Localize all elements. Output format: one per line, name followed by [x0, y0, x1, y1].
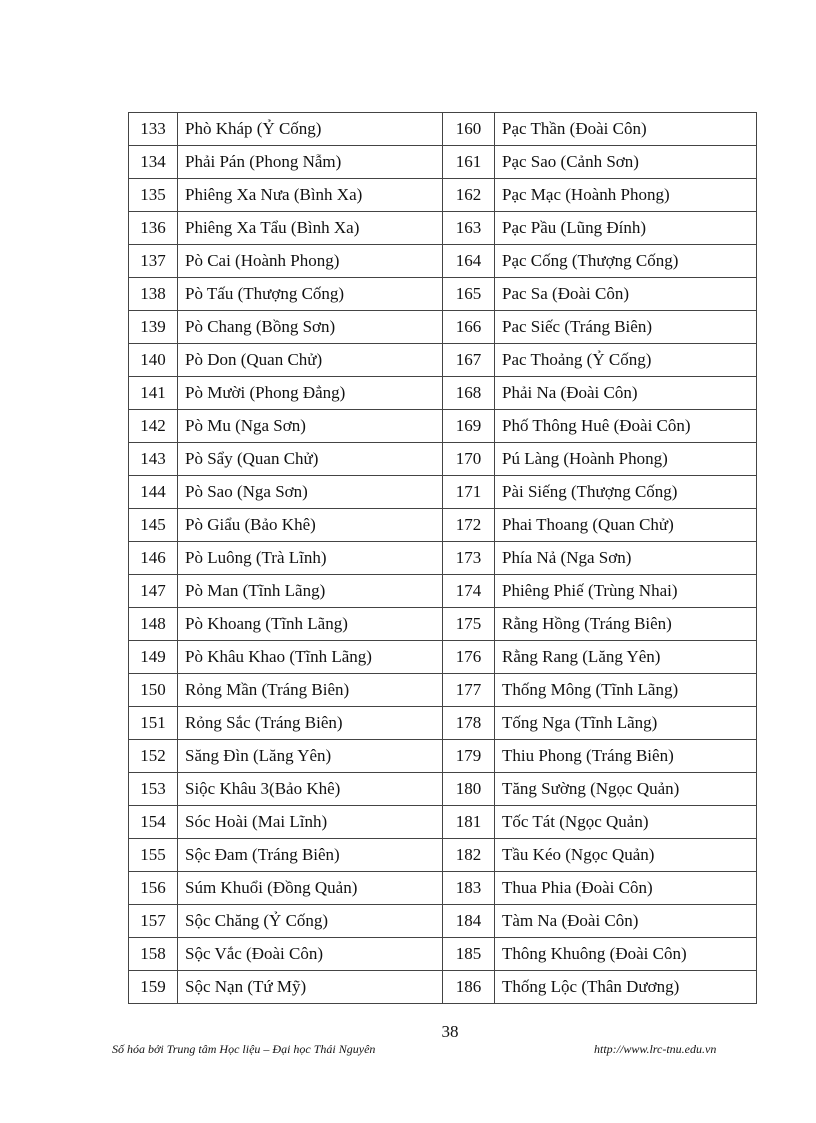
place-name-left: Rỏng Mần (Tráng Biên) — [178, 674, 443, 707]
place-name-right: Rằng Rang (Lăng Yên) — [495, 641, 757, 674]
place-name-left: Pò Chang (Bồng Sơn) — [178, 311, 443, 344]
row-number-left: 138 — [129, 278, 178, 311]
row-number-left: 135 — [129, 179, 178, 212]
table-row — [129, 872, 757, 905]
table-row — [129, 707, 757, 740]
table-row — [129, 674, 757, 707]
row-number-right: 180 — [443, 773, 495, 806]
place-name-right: Thông Khuông (Đoài Côn) — [495, 938, 757, 971]
place-name-right: Tăng Sường (Ngọc Quản) — [495, 773, 757, 806]
table-row — [129, 509, 757, 542]
row-number-left: 144 — [129, 476, 178, 509]
row-number-left: 146 — [129, 542, 178, 575]
place-name-right: Tống Nga (Tĩnh Lãng) — [495, 707, 757, 740]
row-number-right: 183 — [443, 872, 495, 905]
row-number-left: 154 — [129, 806, 178, 839]
place-name-right: Thống Mông (Tĩnh Lãng) — [495, 674, 757, 707]
row-number-left: 155 — [129, 839, 178, 872]
table-row — [129, 773, 757, 806]
place-name-left: Pò Tấu (Thượng Cống) — [178, 278, 443, 311]
place-name-left: Phải Pán (Phong Nẫm) — [178, 146, 443, 179]
row-number-right: 168 — [443, 377, 495, 410]
row-number-left: 156 — [129, 872, 178, 905]
place-name-left: Sộc Vắc (Đoài Côn) — [178, 938, 443, 971]
row-number-left: 149 — [129, 641, 178, 674]
table-row — [129, 839, 757, 872]
place-name-left: Pò Man (Tĩnh Lãng) — [178, 575, 443, 608]
row-number-left: 150 — [129, 674, 178, 707]
place-name-right: Thiu Phong (Tráng Biên) — [495, 740, 757, 773]
place-name-right: Phiêng Phiế (Trùng Nhai) — [495, 575, 757, 608]
place-name-left: Phiêng Xa Tẩu (Bình Xa) — [178, 212, 443, 245]
row-number-right: 185 — [443, 938, 495, 971]
row-number-left: 133 — [129, 113, 178, 146]
place-name-left: Pò Khoang (Tĩnh Lãng) — [178, 608, 443, 641]
place-name-right: Phố Thông Huê (Đoài Côn) — [495, 410, 757, 443]
row-number-right: 167 — [443, 344, 495, 377]
row-number-left: 136 — [129, 212, 178, 245]
place-name-right: Pạc Pầu (Lũng Đính) — [495, 212, 757, 245]
place-name-left: Súm Khuổi (Đồng Quản) — [178, 872, 443, 905]
row-number-left: 147 — [129, 575, 178, 608]
row-number-right: 173 — [443, 542, 495, 575]
row-number-left: 137 — [129, 245, 178, 278]
place-name-left: Pò Giẩu (Bảo Khê) — [178, 509, 443, 542]
row-number-left: 153 — [129, 773, 178, 806]
row-number-right: 169 — [443, 410, 495, 443]
place-name-right: Tốc Tát (Ngọc Quản) — [495, 806, 757, 839]
table-row — [129, 476, 757, 509]
row-number-right: 174 — [443, 575, 495, 608]
place-name-left: Sộc Nạn (Tứ Mỹ) — [178, 971, 443, 1004]
place-name-right: Pài Siếng (Thượng Cống) — [495, 476, 757, 509]
row-number-right: 163 — [443, 212, 495, 245]
row-number-right: 166 — [443, 311, 495, 344]
table-row — [129, 245, 757, 278]
place-name-right: Thống Lộc (Thân Dương) — [495, 971, 757, 1004]
place-name-right: Pạc Sao (Cảnh Sơn) — [495, 146, 757, 179]
place-name-left: Sộc Đam (Tráng Biên) — [178, 839, 443, 872]
page-number: 38 — [441, 1022, 459, 1041]
footer-source-text: Số hóa bởi Trung tâm Học liệu – Đại học Thái Nguyên — [112, 1042, 376, 1056]
row-number-left: 151 — [129, 707, 178, 740]
table-row — [129, 311, 757, 344]
place-name-left: Sộc Chăng (Ỷ Cống) — [178, 905, 443, 938]
row-number-right: 161 — [443, 146, 495, 179]
row-number-right: 177 — [443, 674, 495, 707]
place-name-left: Pò Don (Quan Chử) — [178, 344, 443, 377]
row-number-right: 178 — [443, 707, 495, 740]
place-name-left: Pò Sao (Nga Sơn) — [178, 476, 443, 509]
place-name-left: Pò Mười (Phong Đẳng) — [178, 377, 443, 410]
place-name-left: Săng Đìn (Lăng Yên) — [178, 740, 443, 773]
table-row — [129, 443, 757, 476]
place-name-right: Pac Thoảng (Ỷ Cống) — [495, 344, 757, 377]
table-row — [129, 344, 757, 377]
place-name-right: Pạc Thần (Đoài Côn) — [495, 113, 757, 146]
place-name-left: Phò Kháp (Ỷ Cống) — [178, 113, 443, 146]
table-row — [129, 806, 757, 839]
place-name-right: Tầu Kéo (Ngọc Quản) — [495, 839, 757, 872]
place-name-left: Phiêng Xa Nưa (Bình Xa) — [178, 179, 443, 212]
row-number-left: 158 — [129, 938, 178, 971]
row-number-right: 160 — [443, 113, 495, 146]
table-row — [129, 410, 757, 443]
table-row — [129, 542, 757, 575]
place-name-right: Pac Sa (Đoài Côn) — [495, 278, 757, 311]
row-number-left: 159 — [129, 971, 178, 1004]
row-number-right: 164 — [443, 245, 495, 278]
place-name-left: Rỏng Sắc (Tráng Biên) — [178, 707, 443, 740]
place-name-right: Pú Làng (Hoành Phong) — [495, 443, 757, 476]
row-number-left: 152 — [129, 740, 178, 773]
table-row — [129, 740, 757, 773]
place-name-left: Sóc Hoài (Mai Lĩnh) — [178, 806, 443, 839]
place-name-right: Thua Phia (Đoài Côn) — [495, 872, 757, 905]
table-row — [129, 146, 757, 179]
table-row — [129, 212, 757, 245]
table-row — [129, 278, 757, 311]
row-number-right: 186 — [443, 971, 495, 1004]
place-name-right: Pạc Mạc (Hoành Phong) — [495, 179, 757, 212]
row-number-right: 175 — [443, 608, 495, 641]
row-number-left: 141 — [129, 377, 178, 410]
table-row — [129, 608, 757, 641]
row-number-left: 142 — [129, 410, 178, 443]
row-number-left: 139 — [129, 311, 178, 344]
place-name-left: Siộc Khâu 3(Bảo Khê) — [178, 773, 443, 806]
row-number-left: 134 — [129, 146, 178, 179]
row-number-right: 172 — [443, 509, 495, 542]
row-number-left: 145 — [129, 509, 178, 542]
row-number-right: 176 — [443, 641, 495, 674]
table-body — [129, 113, 757, 1004]
place-name-right: Rằng Hồng (Tráng Biên) — [495, 608, 757, 641]
place-name-left: Pò Khâu Khao (Tĩnh Lãng) — [178, 641, 443, 674]
place-name-right: Phải Na (Đoài Côn) — [495, 377, 757, 410]
row-number-right: 184 — [443, 905, 495, 938]
table-row — [129, 113, 757, 146]
row-number-right: 182 — [443, 839, 495, 872]
place-name-right: Phía Nả (Nga Sơn) — [495, 542, 757, 575]
row-number-right: 170 — [443, 443, 495, 476]
row-number-right: 179 — [443, 740, 495, 773]
table-row — [129, 938, 757, 971]
place-name-table — [128, 112, 757, 1004]
row-number-right: 162 — [443, 179, 495, 212]
row-number-right: 165 — [443, 278, 495, 311]
row-number-left: 140 — [129, 344, 178, 377]
table-row — [129, 377, 757, 410]
table-row — [129, 641, 757, 674]
place-name-left: Pò Cai (Hoành Phong) — [178, 245, 443, 278]
table-row — [129, 971, 757, 1004]
place-name-left: Pò Sẩy (Quan Chử) — [178, 443, 443, 476]
place-name-right: Phai Thoang (Quan Chử) — [495, 509, 757, 542]
place-name-left: Pò Mu (Nga Sơn) — [178, 410, 443, 443]
place-name-right: Pac Siếc (Tráng Biên) — [495, 311, 757, 344]
place-name-right: Tàm Na (Đoài Côn) — [495, 905, 757, 938]
footer-url: http://www.lrc-tnu.edu.vn — [594, 1042, 717, 1056]
row-number-left: 143 — [129, 443, 178, 476]
place-name-left: Pò Luông (Trà Lĩnh) — [178, 542, 443, 575]
row-number-right: 171 — [443, 476, 495, 509]
table-row — [129, 905, 757, 938]
table-row — [129, 179, 757, 212]
row-number-left: 157 — [129, 905, 178, 938]
row-number-left: 148 — [129, 608, 178, 641]
place-name-right: Pạc Cống (Thượng Cống) — [495, 245, 757, 278]
row-number-right: 181 — [443, 806, 495, 839]
table-row — [129, 575, 757, 608]
